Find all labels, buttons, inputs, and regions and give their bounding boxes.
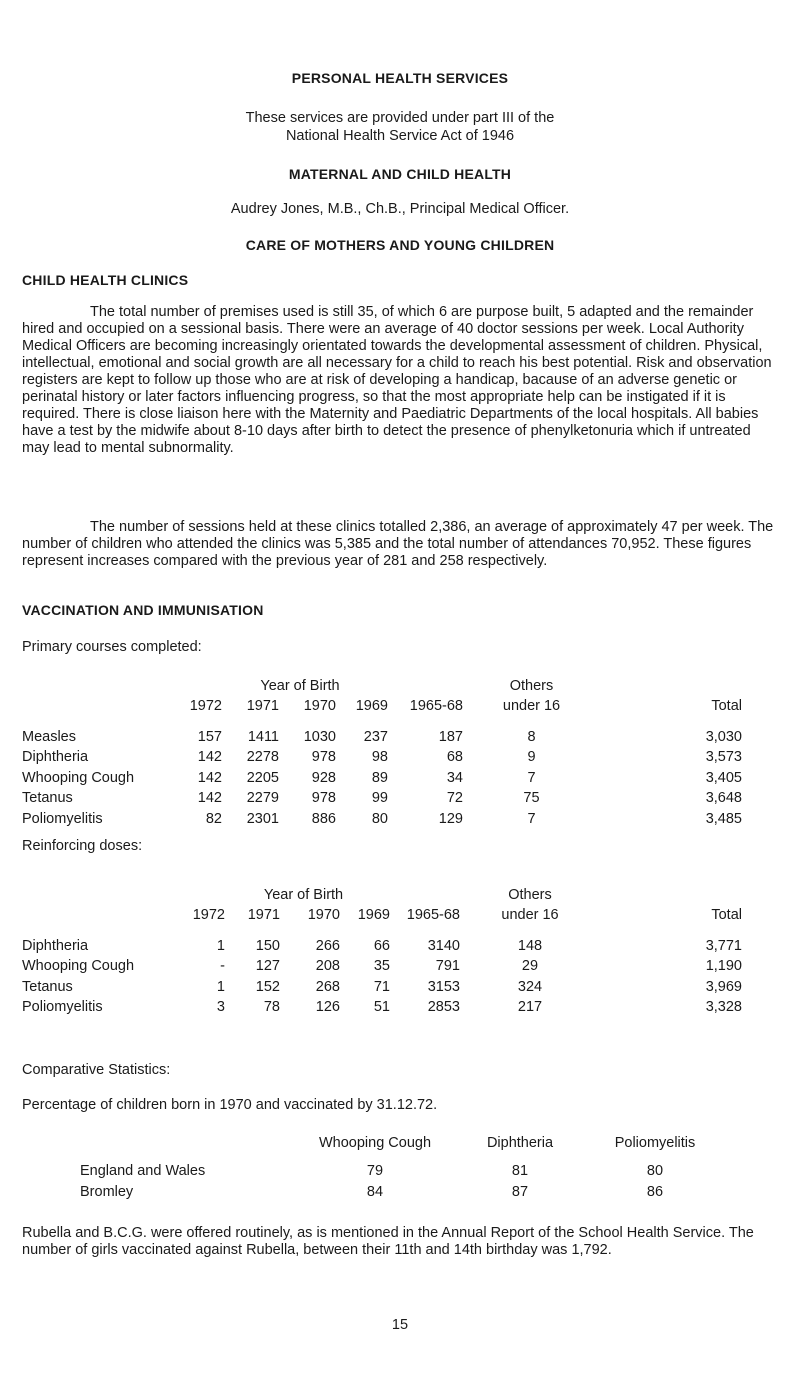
- column-header: under 16: [502, 698, 561, 715]
- column-header: 1971: [246, 698, 279, 715]
- column-header: Total: [711, 698, 742, 715]
- column-header: 1971: [247, 907, 280, 924]
- intro-line-1: These services are provided under part III of the: [245, 110, 555, 126]
- table-cell: 82: [205, 810, 222, 827]
- column-header: 1965-68: [409, 698, 463, 715]
- table-cell: 81: [511, 1163, 529, 1180]
- table-cell: 187: [438, 728, 463, 745]
- row-label: Tetanus: [22, 978, 73, 995]
- others-header: Others: [509, 677, 554, 694]
- table-cell: 142: [197, 769, 222, 786]
- table-column-row: [22, 906, 742, 927]
- table-cell: -: [220, 958, 225, 975]
- table-cell: 9: [527, 749, 536, 766]
- table-cell: 928: [311, 769, 336, 786]
- table-cell: 1030: [303, 728, 336, 745]
- table-cell: 68: [446, 749, 463, 766]
- table-cell: 99: [371, 790, 388, 807]
- table-cell: 34: [446, 769, 463, 786]
- table-cell: 3,328: [705, 999, 742, 1016]
- primary-courses-table: [22, 676, 742, 830]
- officer-line: Audrey Jones, M.B., Ch.B., Principal Medical Officer.: [230, 201, 570, 217]
- table-cell: 35: [373, 958, 390, 975]
- table-row: [22, 768, 742, 789]
- table-cell: 79: [366, 1163, 384, 1180]
- clinics-paragraph-1-text: The total number of premises used is still 35, of which 6 are purpose built, 5 adapted and the remainder hired and occupied on a sessional basis. There were an average of 40 doctor sessions per week. Local Authority Medical Officers are becoming increasingly orientated towards the developmental assessment of children. Physical, intellectual, emotional and social growth are all necessary for a child to reach his best potential. Risk and observation registers are kept to follow up those who are at risk of developing a handicap, bacause of an adverse genetic or perinatal history or later factors influencing progress, so that the most appropriate help can be instigated if it is required. There is close liaison here with the Maternity and Paediatric Departments of the local hospitals. All babies have a test by the midwife about 8-10 days after birth to detect the presence of phenylketonuria which if untreated may lead to mental subnormality.: [22, 304, 772, 456]
- table-cell: 51: [373, 999, 390, 1016]
- table-column-row: [80, 1133, 720, 1154]
- table-cell: 3: [216, 999, 225, 1016]
- row-label: Whooping Cough: [22, 958, 135, 975]
- table-cell: 978: [311, 790, 336, 807]
- table-cell: 89: [371, 769, 388, 786]
- percentage-line: Percentage of children born in 1970 and vaccinated by 31.12.72.: [22, 1097, 438, 1113]
- table-cell: 87: [511, 1183, 529, 1200]
- column-header: Diphtheria: [486, 1134, 554, 1151]
- table-cell: 3,969: [705, 978, 742, 995]
- column-header: Total: [711, 907, 742, 924]
- row-label: Whooping Cough: [22, 769, 135, 786]
- table-cell: 2301: [246, 810, 279, 827]
- table-cell: 86: [646, 1183, 664, 1200]
- subsection-heading: CARE OF MOTHERS AND YOUNG CHILDREN: [245, 237, 555, 253]
- table-cell: 886: [311, 810, 336, 827]
- table-cell: 127: [255, 958, 280, 975]
- column-header: 1969: [357, 907, 390, 924]
- table-cell: 66: [373, 937, 390, 954]
- row-label: Poliomyelitis: [22, 999, 103, 1016]
- table-cell: 2278: [246, 749, 279, 766]
- table-cell: 98: [371, 749, 388, 766]
- table-cell: 71: [373, 978, 390, 995]
- table-cell: 3,573: [705, 749, 742, 766]
- table-header-row: [22, 676, 742, 697]
- column-header: 1969: [355, 698, 388, 715]
- section-heading: MATERNAL AND CHILD HEALTH: [288, 166, 512, 182]
- table-cell: 8: [527, 728, 536, 745]
- row-label: Diphtheria: [22, 937, 89, 954]
- table-cell: 237: [363, 728, 388, 745]
- table-cell: 1411: [247, 728, 279, 745]
- table-row: [22, 727, 742, 748]
- column-header: under 16: [501, 907, 559, 924]
- column-header: 1972: [189, 698, 222, 715]
- table-cell: 7: [527, 810, 536, 827]
- table-cell: 3,771: [705, 937, 742, 954]
- column-header: 1972: [192, 907, 225, 924]
- table-row: [80, 1182, 720, 1203]
- table-header-row: [22, 885, 742, 906]
- table-row: [22, 977, 742, 998]
- table-cell: 78: [263, 999, 280, 1016]
- table-row: [22, 957, 742, 978]
- clinics-paragraph-1: [22, 304, 782, 457]
- table-cell: 2205: [246, 769, 279, 786]
- table-cell: 84: [366, 1183, 384, 1200]
- clinics-paragraph-2-text: The number of sessions held at these clinics totalled 2,386, an average of approximately 47 per week. The number of children who attended the clinics was 5,385 and the total number of attendances 70,952. These figures represent increases compared with the previous year of 281 and 258 respectively.: [22, 519, 774, 569]
- table-cell: 268: [315, 978, 340, 995]
- row-label: Measles: [22, 728, 76, 745]
- intro-line-2: National Health Service Act of 1946: [285, 128, 515, 144]
- comparative-statistics-label: Comparative Statistics:: [22, 1062, 171, 1078]
- page-title: PERSONAL HEALTH SERVICES: [291, 70, 509, 86]
- table-cell: 1: [216, 937, 225, 954]
- table-column-row: [22, 697, 742, 718]
- table-row: [80, 1162, 720, 1183]
- row-label: England and Wales: [80, 1163, 206, 1180]
- table-cell: 3,485: [705, 810, 742, 827]
- table-cell: 129: [438, 810, 463, 827]
- vaccination-heading: VACCINATION AND IMMUNISATION: [22, 602, 264, 618]
- table-cell: 80: [646, 1163, 664, 1180]
- table-cell: 3140: [427, 937, 460, 954]
- table-cell: 150: [255, 937, 280, 954]
- column-header: Whooping Cough: [318, 1134, 432, 1151]
- page-number: 15: [391, 1317, 409, 1333]
- table-cell: 2279: [246, 790, 279, 807]
- table-cell: 3,030: [705, 728, 742, 745]
- table-cell: 2853: [427, 999, 460, 1016]
- table-cell: 978: [311, 749, 336, 766]
- comparative-statistics-table: [80, 1133, 720, 1203]
- table-row: [22, 789, 742, 810]
- reinforcing-doses-label: Reinforcing doses:: [22, 838, 143, 854]
- child-health-clinics-heading: CHILD HEALTH CLINICS: [22, 272, 189, 288]
- table-cell: 142: [197, 749, 222, 766]
- table-cell: 148: [517, 937, 543, 954]
- column-header: 1965-68: [406, 907, 460, 924]
- column-header: Poliomyelitis: [614, 1134, 696, 1151]
- table-cell: 3,648: [705, 790, 742, 807]
- primary-courses-label: Primary courses completed:: [22, 639, 202, 655]
- year-of-birth-header: Year of Birth: [260, 677, 340, 694]
- table-cell: 324: [517, 978, 543, 995]
- row-label: Tetanus: [22, 790, 73, 807]
- year-of-birth-header: Year of Birth: [263, 886, 344, 903]
- others-header: Others: [508, 886, 552, 903]
- table-row: [22, 748, 742, 769]
- table-cell: 75: [523, 790, 540, 807]
- row-label: Poliomyelitis: [22, 810, 103, 827]
- table-cell: 208: [315, 958, 340, 975]
- table-cell: 126: [315, 999, 340, 1016]
- table-row: [22, 998, 742, 1019]
- table-cell: 72: [446, 790, 463, 807]
- reinforcing-doses-table: [22, 885, 742, 1018]
- table-cell: 3,405: [705, 769, 742, 786]
- table-cell: 791: [435, 958, 460, 975]
- table-cell: 80: [371, 810, 388, 827]
- table-cell: 152: [255, 978, 280, 995]
- table-cell: 266: [315, 937, 340, 954]
- column-header: 1970: [303, 698, 336, 715]
- clinics-paragraph-2: [22, 519, 782, 570]
- table-cell: 142: [197, 790, 222, 807]
- rubella-paragraph: Rubella and B.C.G. were offered routinely, as is mentioned in the Annual Report of the School Health Service. The number of girls vaccinated against Rubella, between their 11th and 14th birthday was 1,792.: [22, 1225, 754, 1258]
- row-label: Diphtheria: [22, 749, 89, 766]
- table-cell: 217: [517, 999, 543, 1016]
- table-cell: 7: [527, 769, 536, 786]
- table-cell: 3153: [427, 978, 460, 995]
- table-row: [22, 936, 742, 957]
- row-label: Bromley: [80, 1183, 134, 1200]
- table-row: [22, 809, 742, 830]
- column-header: 1970: [307, 907, 340, 924]
- table-cell: 29: [521, 958, 539, 975]
- table-cell: 157: [197, 728, 222, 745]
- table-cell: 1: [216, 978, 225, 995]
- table-cell: 1,190: [705, 958, 742, 975]
